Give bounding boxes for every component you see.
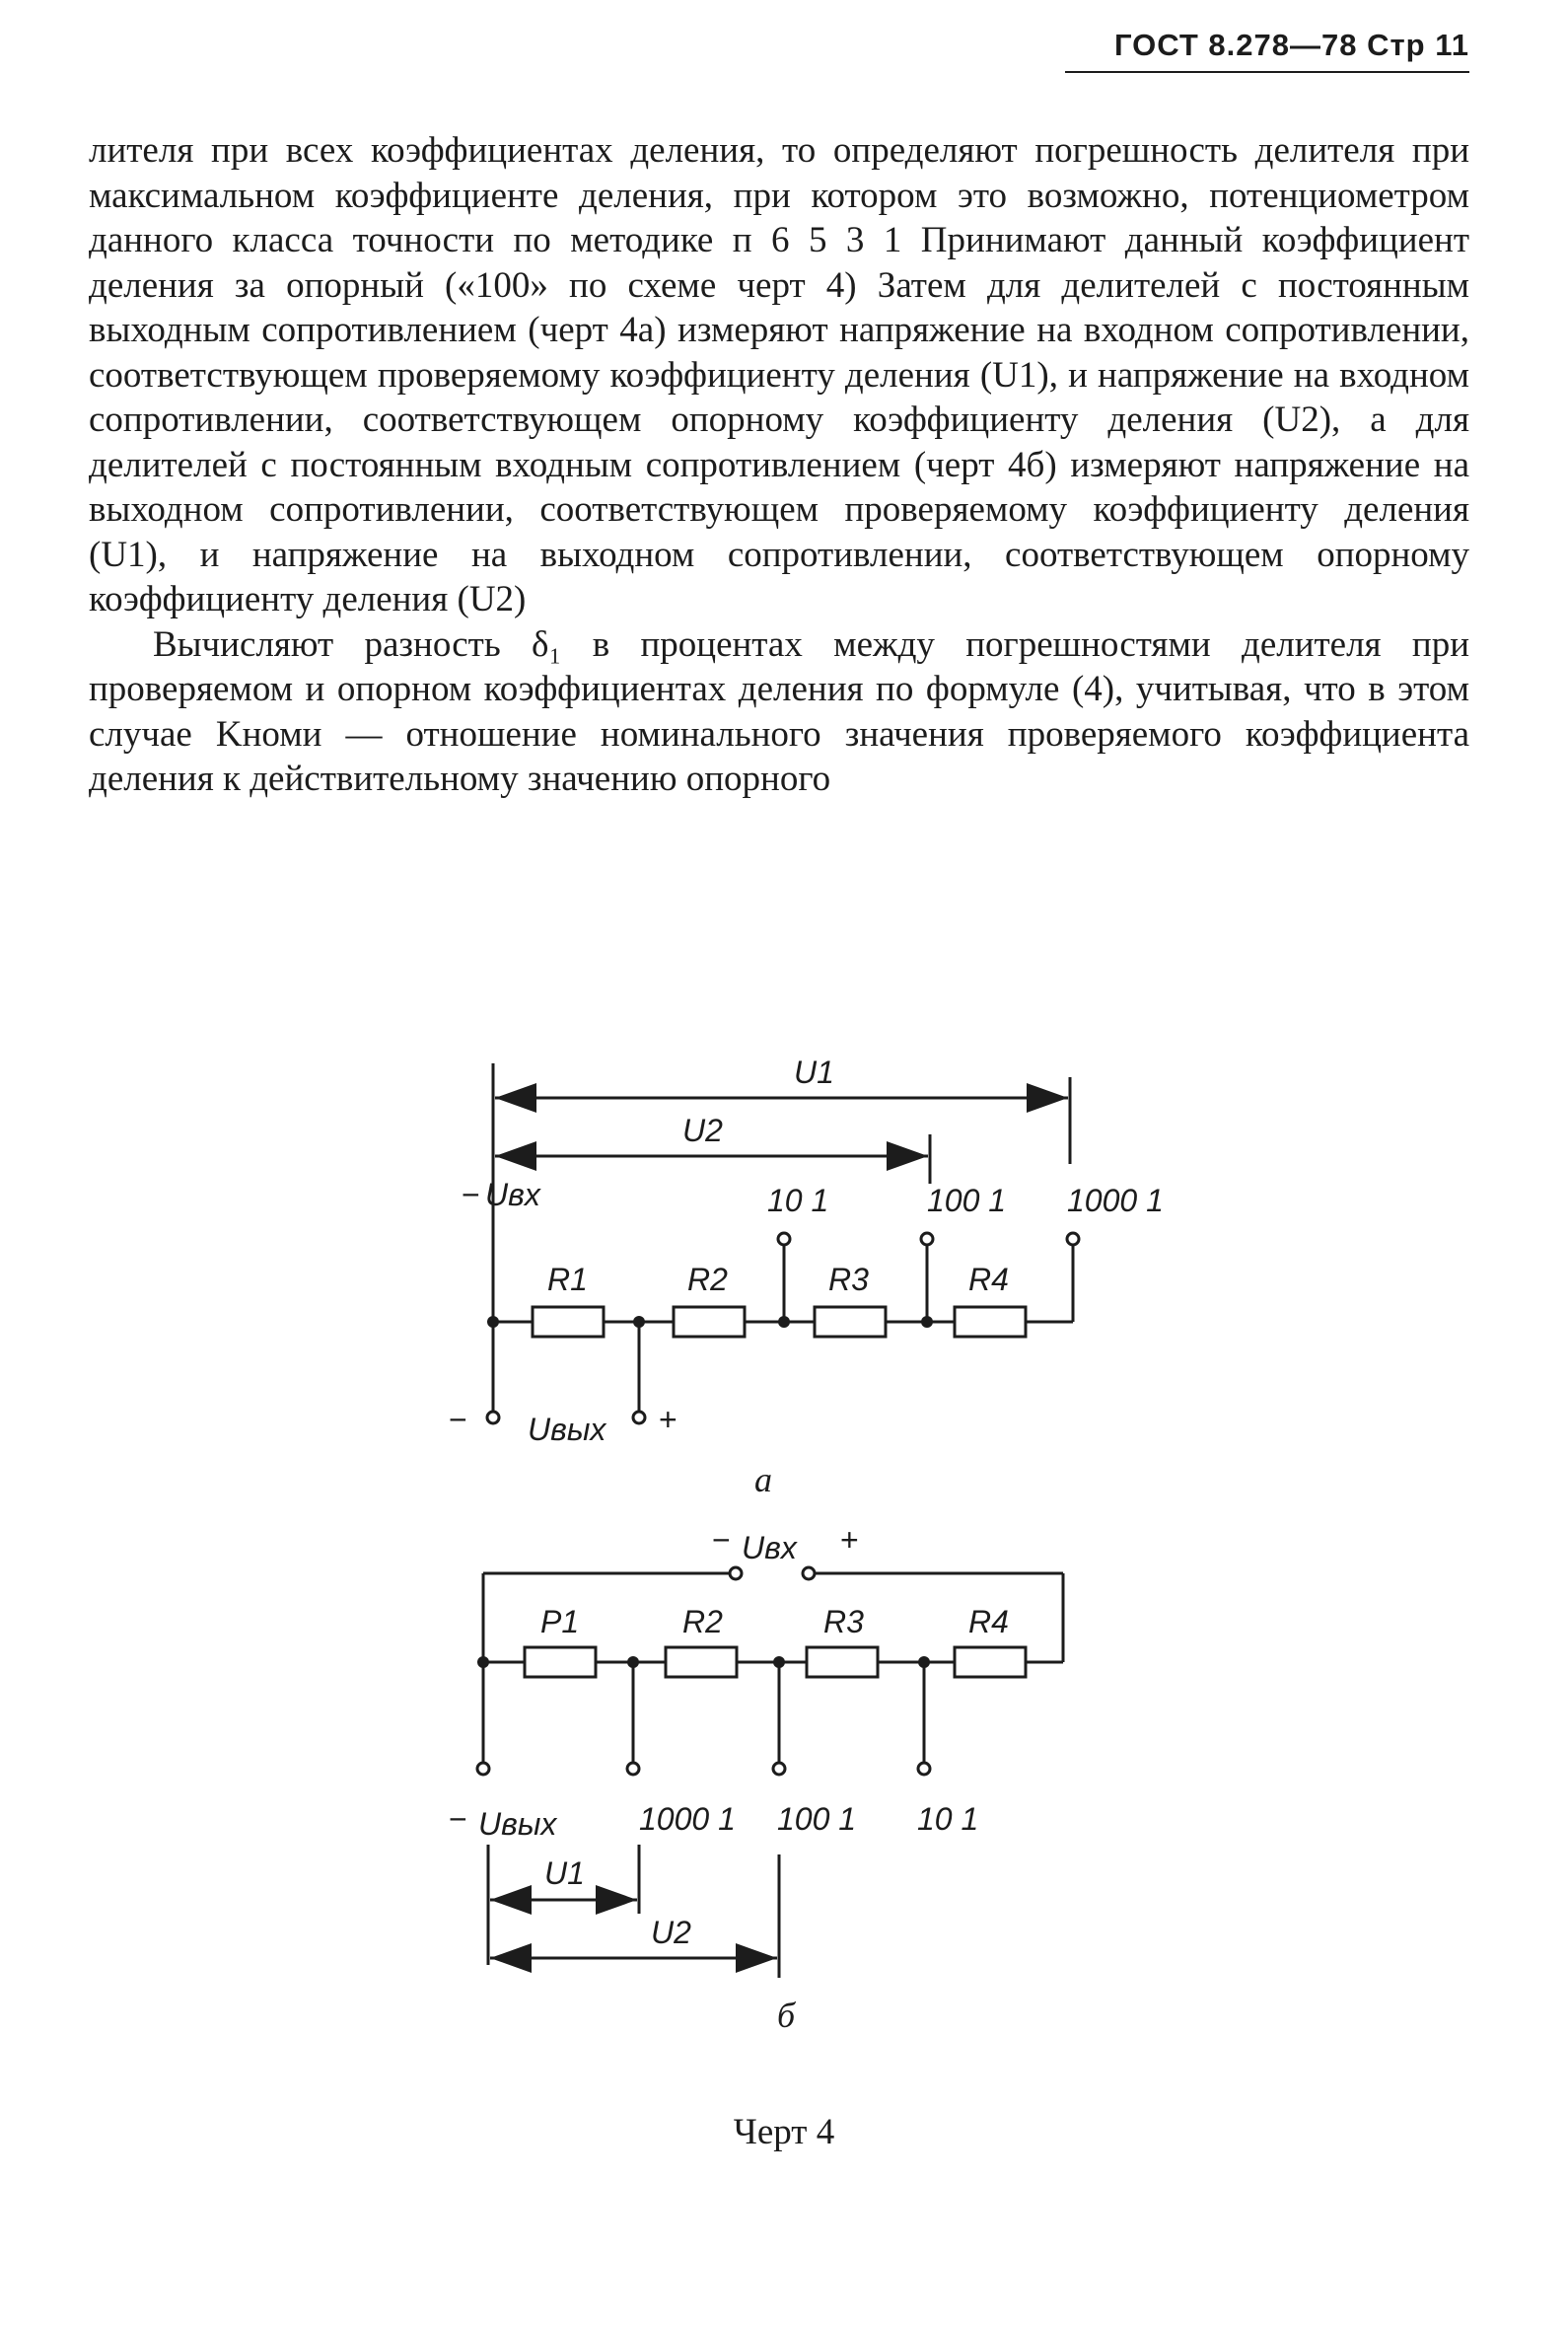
resistor-r4 [955, 1307, 1026, 1337]
u2-label: U2 [651, 1915, 691, 1950]
node [921, 1316, 933, 1328]
tap-1000-terminal [627, 1763, 639, 1775]
resistor-r1 [525, 1647, 596, 1677]
r2-label: R2 [682, 1604, 723, 1639]
tap-10-label: 10 1 [917, 1801, 979, 1837]
output-plus-terminal [633, 1412, 645, 1423]
output-minus-label: − [449, 1801, 467, 1837]
resistor-r3 [807, 1647, 878, 1677]
input-voltage-label: Uвх [742, 1530, 797, 1565]
r3-label: R3 [823, 1604, 864, 1639]
node [627, 1656, 639, 1668]
u1-label: U1 [544, 1855, 585, 1891]
node [918, 1656, 930, 1668]
input-voltage-label: Uвх [485, 1177, 540, 1212]
tap-1000-label: 1000 1 [639, 1801, 736, 1837]
r4-label: R4 [968, 1604, 1009, 1639]
tap-1000-terminal [1067, 1233, 1079, 1245]
u1-label: U1 [794, 1054, 834, 1090]
page-header: ГОСТ 8.278—78 Стр 11 [1113, 28, 1469, 62]
resistor-r2 [674, 1307, 745, 1337]
input-minus-label: − [462, 1177, 480, 1212]
input-plus-label: + [840, 1522, 859, 1558]
node [633, 1316, 645, 1328]
resistor-r1 [533, 1307, 604, 1337]
input-minus-terminal [730, 1567, 742, 1579]
output-minus-terminal [477, 1763, 489, 1775]
diagram-a-labels [449, 1054, 1164, 1499]
node [778, 1316, 790, 1328]
input-plus-terminal [803, 1567, 815, 1579]
paragraph-1: лителя при всех коэффициентах деления, то определяют погрешность делителя при максимальном коэффициенте деления, при котором это возможно, потенциометром данного класса точности по методике п 6 5 3 1 Принимают данный коэффициент деления за опорный («100» по схеме черт 4) Затем для делителей с постоянным выходным сопротивлением (черт 4а) измеряют напряжение на входном сопротивлении, соответствующем проверяемому коэффициенту деления (U1), и напряжение на входном сопротивлении, соответствующем опорному коэффициенту деления (U2), а для делителей с постоянным входным сопротивлением (черт 4б) измеряют напряжение на выходном сопротивлении, соответствующем проверяемому коэффициенту деления (U1), и напряжение на выходном сопротивлении, соответствующем опорному коэффициенту деления (U2) [89, 130, 1469, 619]
r1-label: P1 [540, 1604, 580, 1639]
output-minus-terminal [487, 1412, 499, 1423]
output-voltage-label: Uвых [478, 1806, 557, 1842]
node [773, 1656, 785, 1668]
tap-100-terminal [773, 1763, 785, 1775]
paragraph-2: Вычисляют разность δ₁ в процентах между погрешностями делителя при проверяемом и опорном коэффициентах деления по формуле (4), учитывая, что в этом случае Kноми — отношение номинального значения проверяемого коэффициента деления к действительному значению опорного [89, 623, 1469, 799]
tap-100-label: 100 1 [777, 1801, 857, 1837]
input-minus-label: − [712, 1522, 731, 1558]
figure-caption: Черт 4 [733, 2112, 835, 2152]
r2-label: R2 [687, 1262, 728, 1297]
r3-label: R3 [828, 1262, 869, 1297]
r1-label: R1 [547, 1262, 588, 1297]
output-plus-label: + [659, 1402, 677, 1437]
diagram-b-label: б [777, 1996, 796, 2035]
resistor-r4 [955, 1647, 1026, 1677]
resistor-r3 [815, 1307, 886, 1337]
tap-10-terminal [918, 1763, 930, 1775]
node [477, 1656, 489, 1668]
tap-100-label: 100 1 [927, 1183, 1007, 1218]
r4-label: R4 [968, 1262, 1009, 1297]
node [487, 1316, 499, 1328]
u2-label: U2 [682, 1113, 723, 1148]
tap-1000-label: 1000 1 [1067, 1183, 1164, 1218]
resistor-r2 [666, 1647, 737, 1677]
tap-10-terminal [778, 1233, 790, 1245]
diagram-a [487, 1063, 1079, 1423]
tap-10-label: 10 1 [767, 1183, 829, 1218]
tap-100-terminal [921, 1233, 933, 1245]
output-voltage-label: Uвых [528, 1412, 606, 1447]
output-minus-label: − [449, 1402, 467, 1437]
diagram-a-label: a [754, 1460, 772, 1499]
